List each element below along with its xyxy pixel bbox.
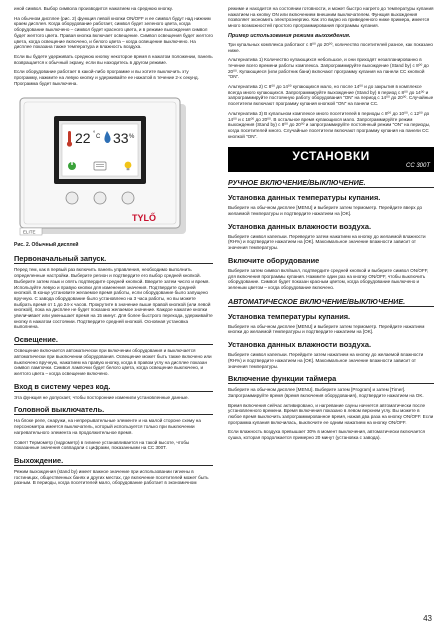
paragraph: Выберите на обычном дисплее [MENU] и выберите затем термометр. Перейдите нажатием кнопки до желаемой температуры и подтвердите нажатием на [OK]. [228,323,425,335]
heading-standby-example: Пример использования режима выхождения. [228,32,351,39]
paragraph: На блоке реле, снаружи, на непрерывательные элементе и на малой стороне схему на персонометра имеется выключатель, который используется только при выключении нагревательного элемента на продолжительное время. [14,418,201,435]
light-bulb-icon [125,162,132,169]
paragraph: Выберите затем символ вкл/выкл, подтвердите средней кнопкой и выберите символ ON/OFF, для включения программы купания. Нажмите один раз на кнопку ON/OFF, чтобы выключить оборудование. Символ будет показан красным цветом, когда оборудование выключено и зеленым цветом – когда оборудование включено. [228,267,429,290]
heading-main-switch: Головной выключатель. [14,405,213,415]
control-panel-figure [14,94,213,239]
left-button [66,192,78,204]
heading-turn-on: Включите оборудование [228,255,320,265]
control-panel-illustration [14,94,213,239]
heading-air-humidity: Установка данных влажности воздуха. [228,221,372,231]
paragraph: Три купальных комплекса работают с 8⁰⁰ до 20⁰⁰, количество посетителей разное, как показано ниже. [228,41,433,53]
paragraph: Выберите символ капельки. Переведите затем нажатием на кнопку до желаемой влажности (RH%) и подтвердите нажатием на [OK]. Максимальное значение влажности зависит от значения температуры. [228,233,426,251]
paragraph: Если влажность воздуха превышает 30% в момент выключения, автоматически включается сушка, которая продолжается примерно 20 минут (установка с завода). [228,429,425,441]
paragraph: Альтернатива 2) С 8⁰⁰ до 14⁰⁰ купающихся мало, но после 14⁰⁰ и до закрытия в комплексе всегда много купающихся. Запрограммируйте выхождение (Stand by) в период с 8⁰⁰ до 14⁰⁰ и запрограммируйте постоянную работу оборудования "ON" на период с 14⁰⁰ до 20⁰⁰. Случайные посетители включают программу купания кнопкой "ON" на панели CC. [228,84,434,107]
heading-manual-mode: РУЧНОЕ ВКЛЮЧЕНИЕ/ВЫКЛЮЧЕНИЕ. [228,178,434,188]
banner-subtitle: CC 300T [405,163,430,170]
heading-bath-temperature: Установка данных температуры купания. [228,193,381,203]
temperature-value: 22 [75,130,91,147]
right-column [228,6,434,445]
paragraph: Эта функция не допускает, чтобы посторонние изменили установленные данные. [14,394,189,400]
paragraph: Выберите символ капельки. Перейдите затем нажатием на кнопку до желаемой влажности (RH%) и подтвердите нажатием на [OK]. Максимальное значение влажности зависит от значения температуры. [228,352,424,369]
heading-first-start: Первоначальный запуск. [14,254,213,264]
paragraph: режиме и находится на состоянии готовности, и может быстро нагрето до температуры купания нажатием на кнопку ON или включением внешним выключателем. Функция выхождения позволяет экономить электроэнергию. Как это видно из приведенного ниже примера, имеется много возможностей простого программирования программы купания. [228,6,434,29]
figure-caption: Рис. 2. Обычный дисплей [14,242,79,249]
brand-logo: TYLŐ [132,213,156,224]
paragraph: Альтернатива 1) Количество купающихся небольшое, и они приходят незапланированно в течение всего времени работы комплекса. Запрограммируйте выхождение (Stand by) с 8⁰⁰ до 20⁰⁰. Купающиеся (или работник бани) включают программу купания на панели CC кнопкой "ON". [228,57,429,80]
paragraph: Режим выхождения (stand by) имеет важное значение при использовании гигиены в гостиницах, общественных банях и других местах, где включение посетителей может быть разным. В периоды, когда посетителей мало, оборудование работает в экономичном [14,468,209,486]
heading-lighting: Освещение. [14,335,213,345]
paragraph: иной символ. Выбор символа производится нажатием на среднюю кнопку. [14,6,173,11]
advice-paragraph: Совет! Термометр (гидрометр) в гигиене устанавливается на такой высоте, чтобы показанные значения совпадали с цифрами, показанными на CC 300T. [14,439,190,451]
right-button [122,192,134,204]
banner-title: УСТАНОВКИ [292,149,370,164]
svg-text:C: C [96,134,101,141]
model-label: ELITE [23,229,36,235]
page-number: 43 [423,614,432,623]
left-column [14,6,213,490]
svg-text:°: ° [93,131,96,138]
paragraph: Если оборудование работает в какой-либо программе и вы хотите выключить эту программу, нажмите на левую кнопку и удерживайте ее нажатой в течение 2-х секунд. Программа будет выключена. [14,69,199,86]
humidity-value: 33 [113,130,129,147]
heading-auto-mode: АВТОМАТИЧЕСКОЕ ВКЛЮЧЕНИЕ/ВЫКЛЮЧЕНИЕ. [228,297,434,307]
paragraph: Выберите на обычном дисплее [MENU] и выберите затем термометр. Перейдите вверх до желаемой температуры и подтвердите нажатием на [OK]. [228,205,423,217]
heading-code-login: Вход в систему через код. [14,382,213,392]
heading-bath-temperature-auto: Установка температуры купания. [228,311,351,321]
heading-timer: Включение функции таймера [228,374,434,384]
settings-banner [228,147,434,172]
paragraph: Если вы будете удерживать среднюю кнопку некоторое время в нажатом положении, панель возвращается к обычный экрану, если вы находитесь в другом режиме. [14,53,213,65]
paragraph: Время включения сейчас активировано, и нагревание сауны начнется автоматически после установленного времени. Время включения показано в левом верхнем углу. Вы можете в любое время выключить запрограммированное время, нажав два раза на кнопку ON/OFF. Если программа купания включилась, выключите ее одним нажатием на кнопку ON/OFF. [228,402,434,425]
heading-standby: Выхождение. [14,456,213,466]
heading-air-humidity-auto: Установка данных влажности воздуха. [228,340,372,350]
paragraph: Альтернатива 3) В купальном комплексе много посетителей в периоды с 8⁰⁰ до 10⁰⁰, с 12⁰⁰ до 14⁰⁰ и с 18⁰⁰ до 20⁰⁰. В остальное время купающихся мало. Запрограммируйте режим выхождения (Stand by) с 8⁰⁰ до 20⁰⁰ и запрограммируйте постоянный режим "ON" на периоды, когда посетителей много. Случайные посетители включают программу купания на панели CC кнопкой "ON". [228,110,431,139]
middle-button [94,192,106,204]
paragraph: Перед тем, как в первый раз включить панель управления, необходимо выполнить определенные настройки. Выберите регион и подтвердите его выбор средней кнопкой. Выберите затем язык и опять подтвердите средней кнопкой. Введите затем число и время. Используйте левую и правую кнопки для изменения значения. Подтвердите средней кнопкой. В конце установите желаемое время работы, если оборудование было запущено вручную. С завода оборудование было установлено на 3 часа работы, но вы можете выбрать время от 1 до 24-х часов. Прокрутите в значение выше правой кнопкой (или левой кнопкой), пока на дисплее не будет показано желаемое значение. Каждое нажатие кнопки увеличивает или уменьшает время на 15 минут. Для более быстрого перехода, удерживайте кнопку в нажатом состоянии. Подтвердите средней кнопкой. Основная установка выполнена. [14,267,213,330]
paragraph: Выберите на обычном дисплее [MENU]. Выберите затем [Program] и затем [Timer]. Запрограммируйте время (время включения оборудования), подтвердите нажатием на OK. [228,387,424,398]
paragraph: Освещение включается автоматически при включении оборудования и выключается автоматически при выключении оборудования. Освещение может быть также включено или выключено вручную, нажатием на правую кнопку, когда в правом углу на дисплее показан символ лампочки. Символ лампочки будет белого цвета, когда освещение выключено, и желтого цвета – когда освещение включено. [14,348,212,376]
svg-text:%: % [129,134,135,141]
paragraph: На обычном дисплее (рис. 2) функция левой кнопки ON/OFF и ее символ будут над нижним краем дисплея. Когда оборудование работает, символ будет зеленого цвета, когда оборудование выключено – символ будет красного цвета, и в режиме выхождения символ будет желтого цвета. Правая кнопка включает освещение. Символ освещения будет желтого цвета, когда освещение включено, и белого цвета – когда освещение выключено. На дисплее показана также температура и влажность воздуха. [14,15,213,50]
